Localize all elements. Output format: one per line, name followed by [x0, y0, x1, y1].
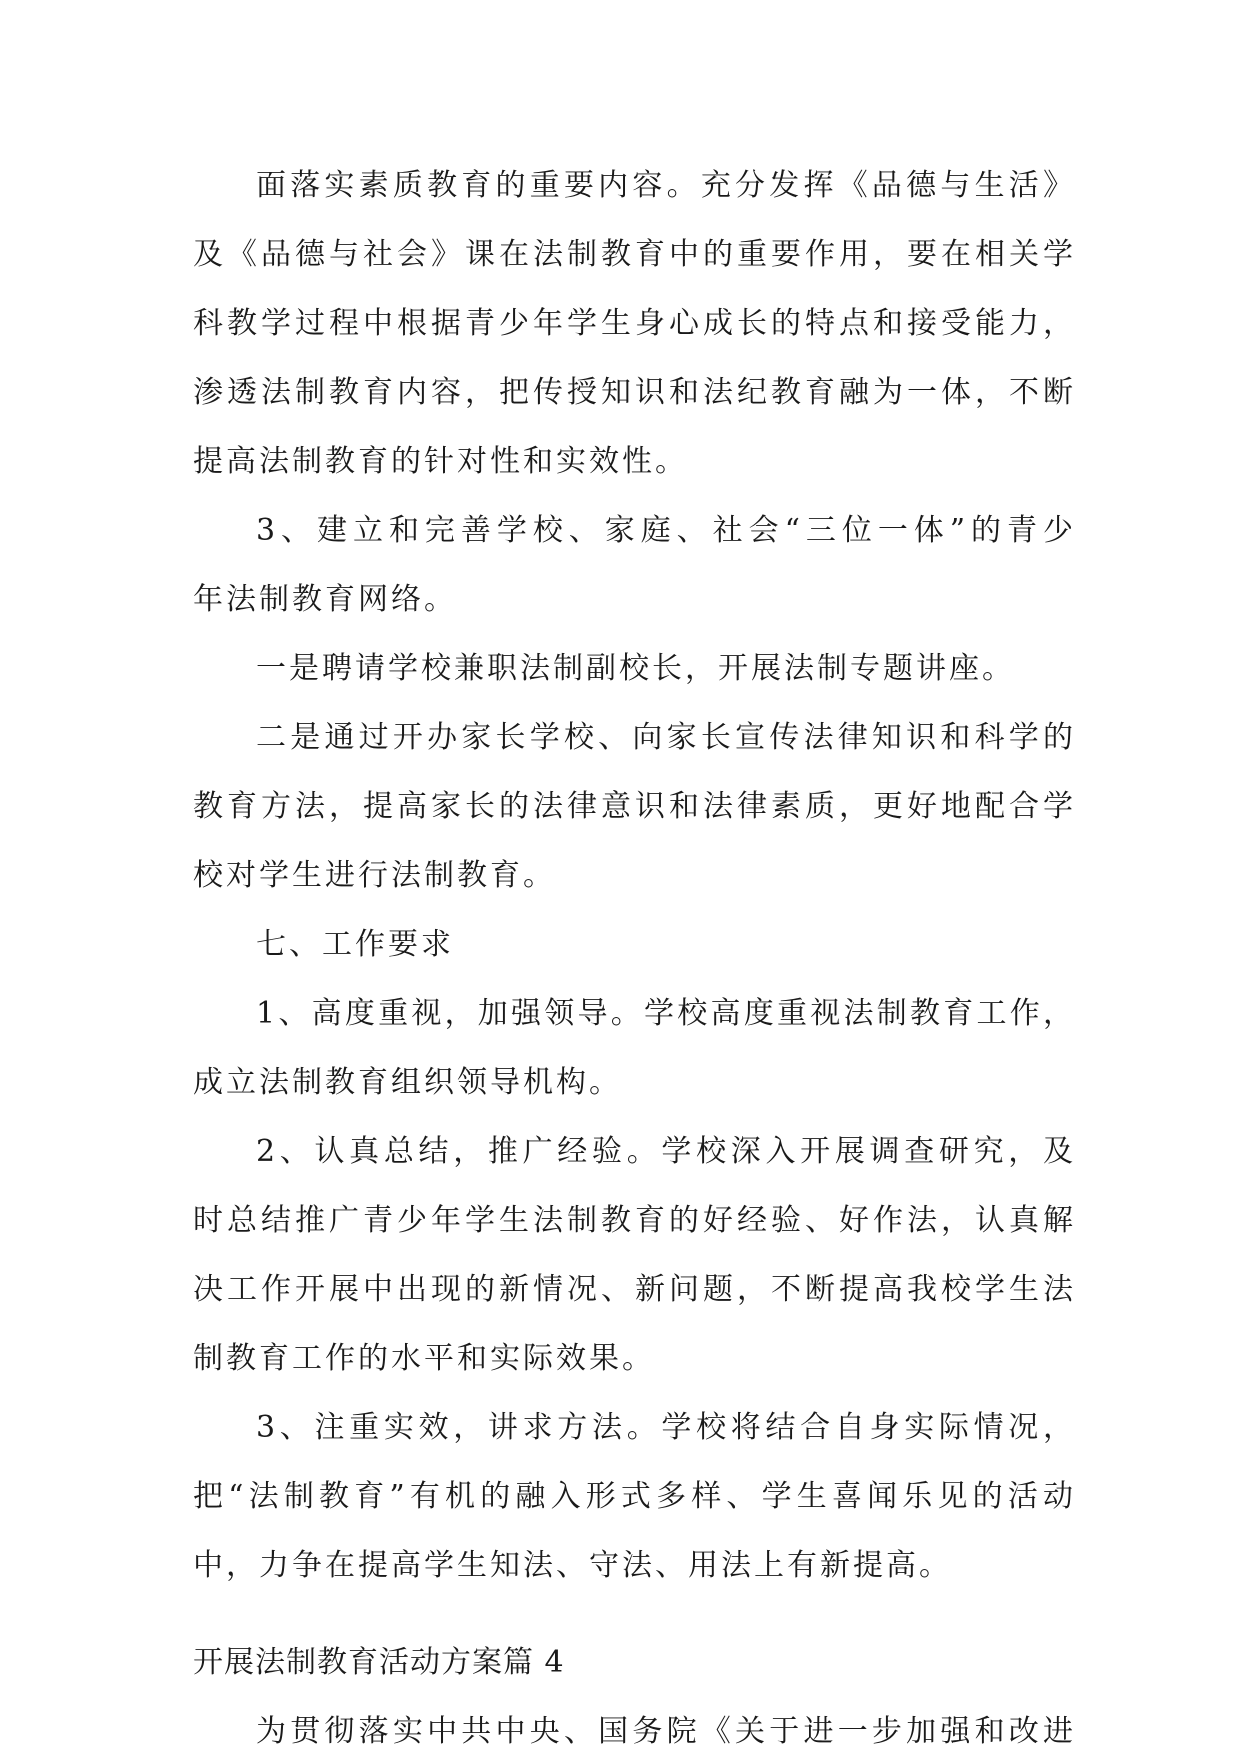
paragraph-line: 渗透法制教育内容，把传授知识和法纪教育融为一体，不断 — [193, 375, 1073, 410]
paragraph-line: 二是通过开办家长学校、向家长宣传法律知识和科学的 — [256, 720, 1073, 755]
paragraph-line: 及《品德与社会》课在法制教育中的重要作用，要在相关学 — [193, 237, 1073, 272]
paragraph-line: 2、认真总结，推广经验。学校深入开展调查研究，及 — [256, 1134, 1073, 1169]
paragraph-line: 年法制教育网络。 — [193, 582, 457, 617]
paragraph-line: 1、高度重视，加强领导。学校高度重视法制教育工作， — [256, 996, 1073, 1031]
paragraph-line: 中，力争在提高学生知法、守法、用法上有新提高。 — [193, 1548, 952, 1583]
paragraph-line: 决工作开展中出现的新情况、新问题，不断提高我校学生法 — [193, 1272, 1073, 1307]
paragraph-line: 为贯彻落实中共中央、国务院《关于进一步加强和改进 — [256, 1714, 1073, 1749]
paragraph-line: 3、注重实效，讲求方法。学校将结合自身实际情况， — [256, 1410, 1073, 1445]
paragraph-line: 成立法制教育组织领导机构。 — [193, 1065, 622, 1100]
section-heading: 七、工作要求 — [256, 927, 454, 962]
paragraph-line: 校对学生进行法制教育。 — [193, 858, 556, 893]
paragraph-line: 教育方法，提高家长的法律意识和法律素质，更好地配合学 — [193, 789, 1073, 824]
paragraph-line: 制教育工作的水平和实际效果。 — [193, 1341, 655, 1376]
paragraph-line: 时总结推广青少年学生法制教育的好经验、好作法，认真解 — [193, 1203, 1073, 1238]
paragraph-line: 科教学过程中根据青少年学生身心成长的特点和接受能力， — [193, 306, 1073, 341]
paragraph-line: 把“法制教育”有机的融入形式多样、学生喜闻乐见的活动 — [193, 1479, 1073, 1514]
paragraph-line: 提高法制教育的针对性和实效性。 — [193, 444, 688, 479]
paragraph-line: 3、建立和完善学校、家庭、社会“三位一体”的青少 — [256, 513, 1073, 548]
document-title: 开展法制教育活动方案篇 4 — [193, 1645, 565, 1680]
paragraph-line: 面落实素质教育的重要内容。充分发挥《品德与生活》 — [256, 168, 1073, 203]
paragraph-line: 一是聘请学校兼职法制副校长，开展法制专题讲座。 — [256, 651, 1015, 686]
